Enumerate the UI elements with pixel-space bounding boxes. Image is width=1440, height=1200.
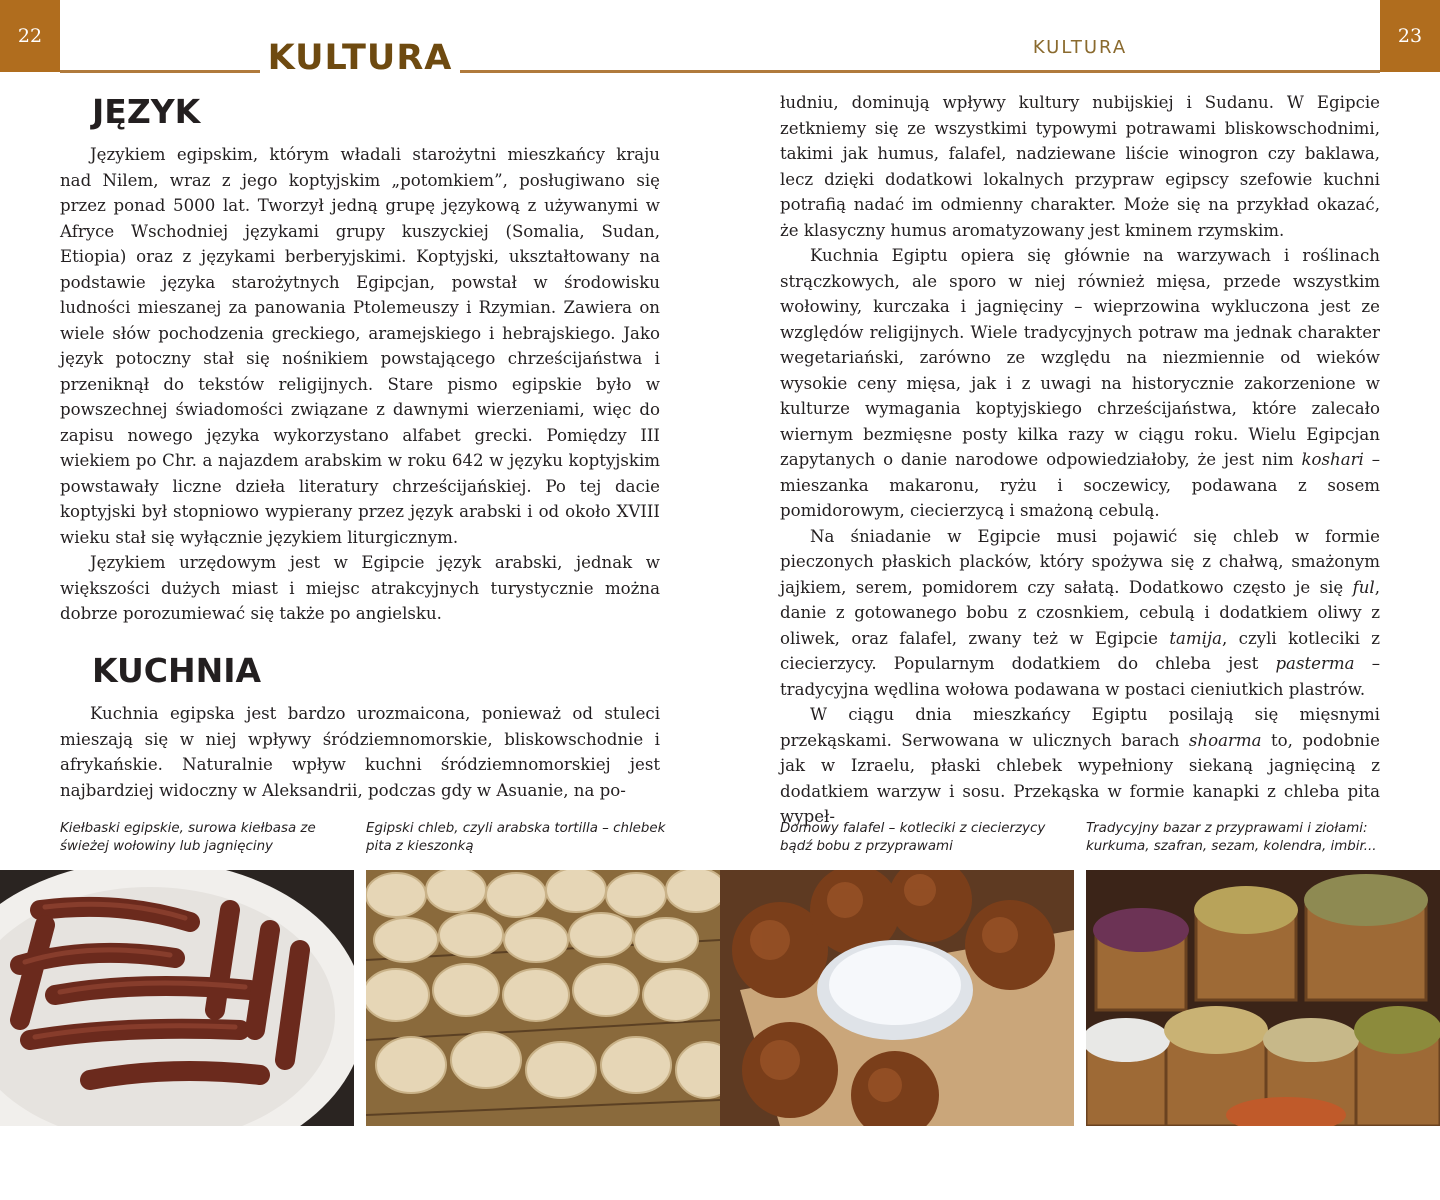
running-header: KULTURA bbox=[1032, 37, 1128, 58]
kuchnia-body bbox=[60, 701, 660, 803]
section-title: KULTURA bbox=[267, 38, 453, 78]
page-number-left: 22 bbox=[0, 0, 60, 72]
header-rule-left bbox=[60, 70, 260, 73]
photo-bread bbox=[366, 870, 720, 1126]
photo-spices bbox=[1086, 870, 1440, 1126]
paragraph: Językiem egipskim, którym władali starożytni mieszkańcy kraju nad Nilem, wraz z jego koptyjskim „potomkiem”, posługiwano się przez ponad 5000 lat. Tworzył jedną grupę językową z używanymi w Afryce Wschodniej językami grupy kuszyckiej (Somalia, Sudan, Etiopia) oraz z językami berberyjskimi. Koptyjski, ukształtowany na podstawie języka starożytnych Egipcjan, powstał w środowisku ludności mieszanej za panowania Ptolemeuszy i Rzymian. Zawiera on wiele słów pochodzenia greckiego, aramejskiego i hebrajskiego. Jako język potoczny stał się nośnikiem powstającego chrześcijaństwa i przeniknął do tekstów religijnych. Stare pismo egipskie było w powszechnej świadomości związane z dawnymi wierzeniami, więc do zapisu nowego języka wykorzystano alfabet grecki. Pomiędzy III wiekiem po Chr. a najazdem arabskim w roku 642 w języku koptyjskim powstawały liczne dzieła literatury chrześcijańskiej. Po tej dacie koptyjski był stopniowo wypierany przez język arabski i od około XVIII wieku stał się wyłącznie językiem liturgicznym. bbox=[60, 145, 660, 547]
page-number-right: 23 bbox=[1380, 0, 1440, 72]
header-rule-right bbox=[460, 70, 1380, 73]
paragraph: Na śniadanie w Egipcie musi pojawić się chleb w formie pieczonych płaskich placków, który spożywa się z chałwą, smażonym jajkiem, serem, pomidorem czy sałatą. Dodatkowo często je się ful, danie z gotowanego bobu z czosnkiem, cebulą i dodatkiem oliwy z oliwek, oraz falafel, zwany też w Egipcie tamija, czyli kotleciki z ciecierzycy. Popularnym dodatkiem do chleba jest pasterma – tradycyjna wędlina wołowa podawana w postaci cieniutkich plastrów. bbox=[780, 526, 1381, 699]
photo-falafel bbox=[720, 870, 1074, 1126]
paragraph: Kuchnia Egiptu opiera się głównie na warzywach i roślinach strączkowych, ale sporo w niej również mięsa, przede wszystkim wołowiny, kurczaka i jagnięciny – wieprzowina wykluczona jest ze względów religijnych. Wiele tradycyjnych potraw ma jednak charakter wegetariański, zarówno ze względu na niezmiennie od wieków wysokie ceny mięsa, jak i z uwagi na historycznie zakorzenione w kulturze wymagania koptyjskiego chrześcijaństwa, które zalecało wiernym bezmięsne posty kilka razy w ciągu roku. Wielu Egipcjan zapytanych o danie narodowe odpowiedziałoby, że jest nim koshari – mieszanka makaronu, ryżu i soczewicy, podawana z sosem pomidorowym, ciecierzycą i smażoną cebulą. bbox=[780, 246, 1381, 520]
caption-spices: Tradycyjny bazar z przyprawami i ziołami: kurkuma, szafran, sezam, kolendra, imbir... bbox=[1086, 821, 1377, 854]
caption-bread: Egipski chleb, czyli arabska tortilla – chlebek pita z kieszonką bbox=[366, 821, 666, 854]
right-page-body bbox=[780, 90, 1380, 830]
heading-jezyk: JĘZYK bbox=[92, 92, 201, 131]
paragraph: Językiem urzędowym jest w Egipcie język arabski, jednak w większości dużych miast i miejsc atrakcyjnych turystycznie można dobrze porozumiewać się także po angielsku. bbox=[60, 553, 660, 623]
paragraph: W ciągu dnia mieszkańcy Egiptu posilają się mięsnymi przekąskami. Serwowana w ulicznych barach shoarma to, podobnie jak w Izraelu, płaski chlebek wypełniony siekaną jagnięciną z dodatkiem warzyw i sosu. Przekąska w formie kanapki z chleba pita wypeł- bbox=[780, 705, 1380, 826]
paragraph: Kuchnia egipska jest bardzo urozmaicona, ponieważ od stuleci mieszają się w niej wpływy śródziemnomorskie, bliskowschodnie i afrykańskie. Naturalnie wpływ kuchni śródziemnomorskiej jest najbardziej widoczny w Aleksandrii, podczas gdy w Asuanie, na po- bbox=[60, 704, 660, 800]
caption-sausages: Kiełbaski egipskie, surowa kiełbasa ze świeżej wołowiny lub jagnięciny bbox=[60, 821, 316, 854]
jezyk-body bbox=[60, 142, 660, 627]
caption-falafel: Domowy falafel – kotleciki z ciecierzycy bądź bobu z przyprawami bbox=[780, 821, 1046, 854]
heading-kuchnia: KUCHNIA bbox=[92, 651, 262, 690]
paragraph: łudniu, dominują wpływy kultury nubijskiej i Sudanu. W Egipcie zetkniemy się ze wszystkimi typowymi potrawami bliskowschodnimi, takimi jak humus, falafel, nadziewane liście winogron czy baklawa, lecz dzięki dodatkowi lokalnych przypraw egipscy szefowie kuchni potrafią nadać im odmienny charakter. Może się na przykład okazać, że klasyczny humus aromatyzowany jest kminem rzymskim. bbox=[780, 93, 1380, 240]
photo-sausages bbox=[0, 870, 354, 1126]
